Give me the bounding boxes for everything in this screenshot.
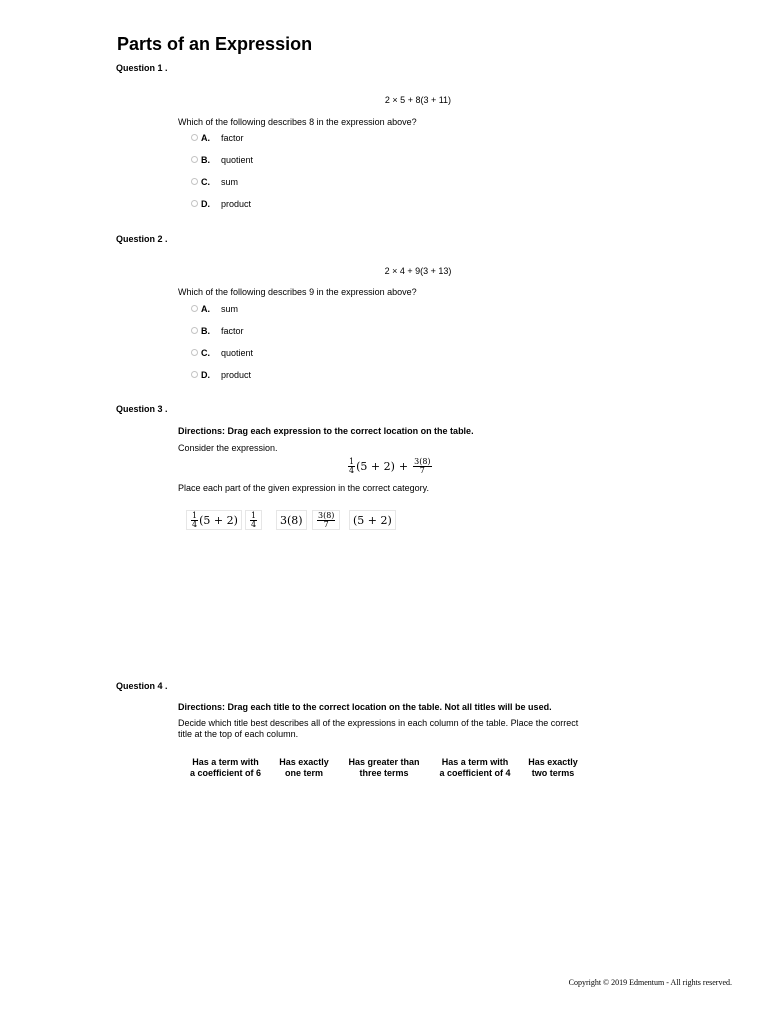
denominator: 4 [251, 519, 257, 529]
option-letter: C. [201, 347, 210, 358]
option-text: product [221, 369, 252, 380]
title-line: Has exactly [528, 757, 578, 767]
question-4-label: Question 4 . [116, 681, 168, 691]
question-2-label: Question 2 . [116, 234, 168, 244]
title-line: two terms [531, 768, 575, 778]
drag-tile-fraction-over-seven[interactable] [312, 510, 340, 530]
option-letter: B. [201, 325, 210, 336]
numerator: 3(8) [318, 510, 335, 520]
radio-button[interactable] [191, 327, 198, 334]
question-1-option-b[interactable] [191, 153, 253, 166]
drag-title-coefficient-6[interactable] [188, 757, 263, 779]
numerator: 3(8) [414, 457, 431, 466]
option-letter: C. [201, 176, 210, 187]
radio-button[interactable] [191, 371, 198, 378]
denominator: 7 [419, 466, 425, 475]
question-1-label: Question 1 . [116, 63, 168, 73]
option-letter: B. [201, 154, 210, 165]
title-line: Has a term with [192, 757, 259, 767]
drag-title-greater-than-three-terms[interactable] [345, 757, 423, 779]
denominator: 4 [192, 519, 198, 529]
radio-button[interactable] [191, 134, 198, 141]
radio-button[interactable] [191, 178, 198, 185]
radio-button[interactable] [191, 305, 198, 312]
question-4-body: Decide which title best describes all of the expressions in each column of the table. Place the correct title at the top of each column. [178, 718, 579, 739]
question-1-option-c[interactable] [191, 175, 238, 188]
fraction [413, 458, 431, 475]
option-letter: D. [201, 198, 210, 209]
title-line: Has a term with [441, 757, 509, 767]
fraction [348, 458, 355, 475]
denominator: 7 [323, 519, 329, 529]
question-2-option-b[interactable] [191, 324, 244, 337]
title-line: a coefficient of 6 [189, 768, 261, 778]
question-2-prompt: Which of the following describes 9 in the expression above? [178, 287, 417, 297]
title-line: Has greater than [348, 757, 420, 767]
question-1-option-a[interactable] [191, 131, 244, 144]
radio-button[interactable] [191, 200, 198, 207]
question-3-directions: Directions: Drag each expression to the correct location on the table. [178, 426, 474, 436]
radio-button[interactable] [191, 156, 198, 163]
drag-tile-one-quarter[interactable] [245, 510, 262, 530]
drag-tile-five-plus-two[interactable] [349, 510, 396, 530]
option-letter: A. [201, 303, 210, 314]
title-line: three terms [359, 768, 409, 778]
tile-text: (5 + 2) [353, 513, 392, 527]
denominator: 4 [349, 466, 355, 475]
option-text: quotient [221, 154, 254, 165]
drag-tile-three-times-eight[interactable] [276, 510, 307, 530]
fraction [191, 512, 198, 529]
page-title: Parts of an Expression [117, 34, 313, 54]
option-text: quotient [221, 347, 254, 358]
title-line: one term [284, 768, 323, 778]
drag-tile-quarter-times-group[interactable] [186, 510, 242, 530]
numerator: 1 [349, 457, 355, 466]
drag-title-coefficient-4[interactable] [436, 757, 514, 779]
numerator: 1 [192, 510, 198, 520]
question-2-option-c[interactable] [191, 346, 253, 359]
question-1-expression: 2 × 5 + 8(3 + 11) [384, 95, 452, 105]
drag-title-one-term[interactable] [275, 757, 333, 779]
question-1-option-d[interactable] [191, 197, 251, 210]
drag-title-two-terms[interactable] [524, 757, 582, 779]
option-text: product [221, 198, 252, 209]
numerator: 1 [251, 510, 257, 520]
question-3-label: Question 3 . [116, 404, 168, 414]
copyright-footer: Copyright © 2019 Edmentum - All rights reserved. [568, 978, 732, 987]
tile-text: 3(8) [280, 513, 303, 527]
question-3-consider-text: Consider the expression. [178, 443, 278, 453]
option-letter: A. [201, 132, 210, 143]
option-text: sum [221, 176, 239, 187]
fraction [250, 512, 257, 529]
question-4-directions: Directions: Drag each title to the correct location on the table. Not all titles will be used. [178, 702, 552, 712]
question-1-prompt: Which of the following describes 8 in the expression above? [178, 117, 417, 127]
title-line: a coefficient of 4 [439, 768, 511, 778]
question-3-instruction: Place each part of the given expression in the correct category. [178, 483, 429, 493]
title-line: Has exactly [279, 757, 329, 767]
radio-button[interactable] [191, 349, 198, 356]
question-2-option-a[interactable] [191, 302, 238, 315]
option-letter: D. [201, 369, 210, 380]
plus-sign: + [398, 460, 409, 473]
option-text: factor [221, 132, 244, 143]
fraction [317, 512, 335, 529]
question-2-option-d[interactable] [191, 368, 251, 381]
option-text: factor [221, 325, 244, 336]
tile-text: (5 + 2) [199, 513, 238, 527]
question-2-expression: 2 × 4 + 9(3 + 13) [384, 266, 452, 276]
question-3-expression [347, 458, 433, 475]
option-text: sum [221, 303, 239, 314]
grouping-term: (5 + 2) [356, 460, 395, 473]
